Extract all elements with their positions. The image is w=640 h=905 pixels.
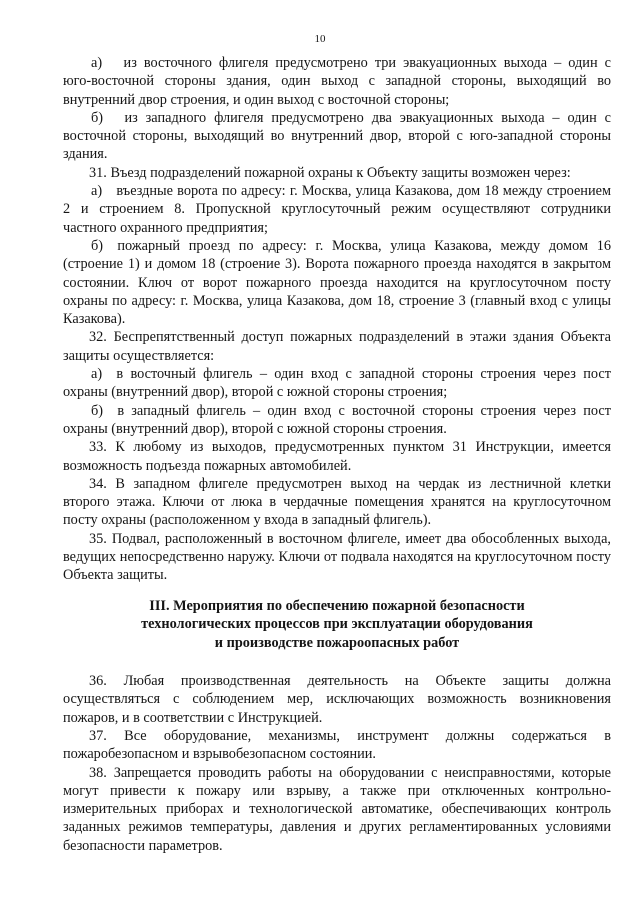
section-title: [63, 597, 611, 653]
paragraph: 38. Запрещается проводить работы на оборудовании с неисправностями, которые могут привести к пожару или взрыву, а также при отключенных контрольно-измерительных приборах и технологической автоматике, обеспечивающих контроль заданных режимов температуры, давления и других регламентированных условиями безопасности параметров.: [63, 764, 611, 854]
list-item: а) из восточного флигеля предусмотрено три эвакуационных выхода – один с юго-восточной стороны здания, один выход с западной стороны, выходящий во внутренний двор строения, и один выход с восточной стороны;: [63, 55, 611, 108]
section-title-line: и производстве пожароопасных работ: [214, 634, 460, 651]
paragraphs-before-section: [63, 54, 611, 585]
paragraph: 35. Подвал, расположенный в восточном флигеле, имеет два обособленных выхода, ведущих непосредственно наружу. Ключи от подвала находятся на круглосуточном посту Объекта защиты.: [63, 530, 611, 584]
list-item: б) в западный флигель – один вход с восточной стороны строения через пост охраны (внутренний двор), второй с южной стороны строения.: [63, 402, 611, 437]
paragraph: 36. Любая производственная деятельность на Объекте защиты должна осуществляться с соблюдением мер, исключающих возможность возникновения пожаров, и в соответствии с Инструкцией.: [63, 673, 611, 726]
paragraph: 34. В западном флигеле предусмотрен выход на чердак из лестничной клетки второго этажа. Ключи от люка в чердачные помещения хранятся на круглосуточном посту охраны (расположенном у входа в западный флигель).: [63, 475, 611, 529]
list-item: а) въездные ворота по адресу: г. Москва, улица Казакова, дом 18 между строением 2 и строением 8. Пропускной круглосуточный режим осуществляют сотрудники частного охранного предприятия;: [63, 183, 611, 236]
document-body: [63, 54, 611, 855]
list-item: б) из западного флигеля предусмотрено два эвакуационных выхода – один с восточной стороны, выходящий во внутренний двор, второй с юго-западной стороны здания.: [63, 109, 611, 163]
paragraph: 32. Беспрепятственный доступ пожарных подразделений в этажи здания Объекта защиты осуществляется:: [63, 329, 611, 364]
paragraph: 33. К любому из выходов, предусмотренных пунктом 31 Инструкции, имеется возможность подъезда пожарных автомобилей.: [63, 439, 611, 474]
paragraph: 31. Въезд подразделений пожарной охраны к Объекту защиты возможен через:: [89, 164, 571, 181]
page-number: 10: [314, 33, 326, 45]
list-item: б) пожарный проезд по адресу: г. Москва, улица Казакова, между домом 16 (строение 1) и домом 18 (строение 3). Ворота пожарного проезда находятся в закрытом состоянии. Ключ от ворот пожарного проезда находится на круглосуточном посту охраны по адресу: г. Москва, улица Казакова, дом 18, строение 3 (главный вход с улицы Казакова).: [63, 237, 611, 328]
section-title-line: III. Мероприятия по обеспечению пожарной безопасности: [149, 597, 525, 614]
paragraph: 37. Все оборудование, механизмы, инструмент должны содержаться в пожаробезопасном и взрывобезопасном состоянии.: [63, 728, 611, 763]
list-item: а) в восточный флигель – один вход с западной стороны строения через пост охраны (внутренний двор), второй с южной стороны строения;: [63, 366, 611, 401]
paragraphs-after-section: [63, 672, 611, 855]
section-title-line: технологических процессов при эксплуатации оборудования: [141, 616, 533, 633]
